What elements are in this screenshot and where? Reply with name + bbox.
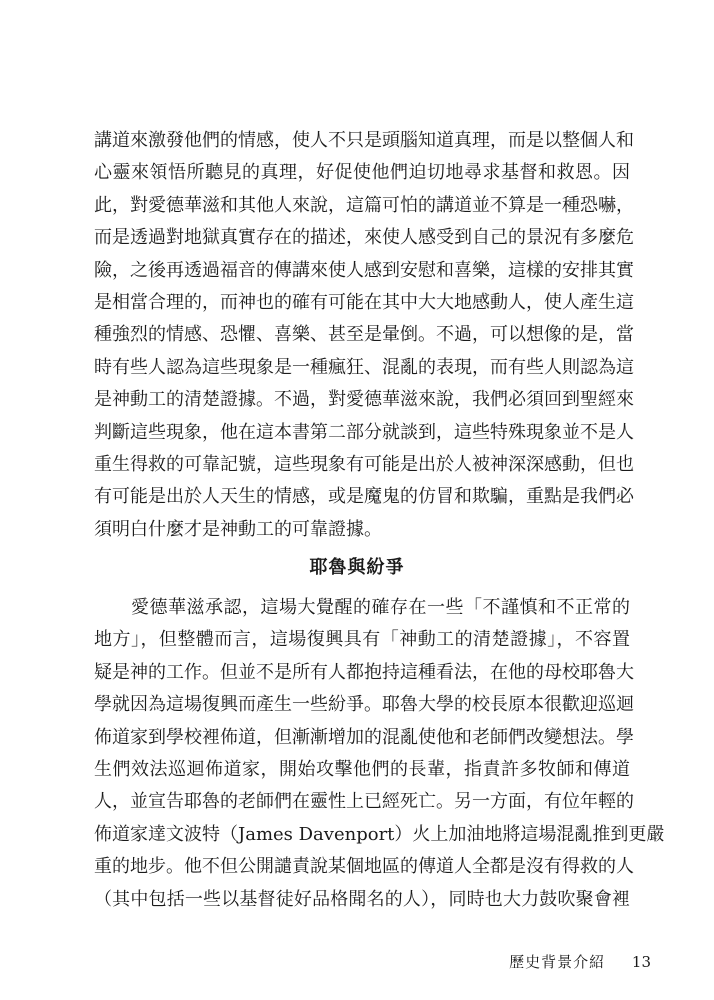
text-line: 疑是神的工作。但並不是所有人都抱持這種看法，在他的母校耶魯大 <box>94 661 634 683</box>
text-line: 險，之後再透過福音的傳講來使人感到安慰和喜樂，這樣的安排其實 <box>94 259 634 281</box>
section-heading: 耶魯與紛爭 <box>309 557 405 578</box>
text-line: 佈道家到學校裡佈道，但漸漸增加的混亂使他和老師們改變想法。學 <box>94 726 634 748</box>
text-line: 人，並宣告耶魯的老師們在靈性上已經死亡。另一方面，有位年輕的 <box>94 791 634 813</box>
text-line: 判斷這些現象，他在這本書第二部分就談到，這些特殊現象並不是人 <box>94 421 634 443</box>
text-line: 時有些人認為這些現象是一種瘋狂、混亂的表現，而有些人則認為這 <box>94 356 634 378</box>
text-line: 是神動工的清楚證據。不過，對愛德華滋來說，我們必須回到聖經來 <box>94 389 634 411</box>
text-line: 須明白什麼才是神動工的可靠證據。 <box>94 518 382 540</box>
text-line: （其中包括一些以基督徒好品格聞名的人），同時也大力鼓吹聚會裡 <box>94 888 630 910</box>
body-paragraph-2 <box>94 592 665 916</box>
text-line: 此，對愛德華滋和其他人來說，這篇可怕的講道並不算是一種恐嚇， <box>94 194 634 216</box>
text-line: 有可能是出於人天生的情感，或是魔鬼的仿冒和欺騙，重點是我們必 <box>94 486 634 508</box>
page-number: 13 <box>631 953 651 971</box>
text-line: 生們效法巡迴佈道家，開始攻擊他們的長輩，指責許多牧師和傳道 <box>94 758 630 780</box>
text-line: 愛德華滋承認，這場大覺醒的確存在一些「不謹慎和不正常的 <box>94 597 630 618</box>
text-line: 心靈來領悟所聽見的真理，好促使他們迫切地尋求基督和救恩。因 <box>94 162 630 184</box>
text-line: 講道來激發他們的情感，使人不只是頭腦知道真理，而是以整個人和 <box>94 130 634 151</box>
text-line: 地方」，但整體而言，這場復興具有「神動工的清楚證據」，不容置 <box>94 629 630 651</box>
text-line: 種強烈的情感、恐懼、喜樂、甚至是暈倒。不過，可以想像的是，當 <box>94 324 634 346</box>
text-line: 佈道家達文波特（James Davenport）火上加油地將這場混亂推到更嚴 <box>94 823 665 845</box>
text-line: 學就因為這場復興而產生一些紛爭。耶魯大學的校長原本很歡迎巡迴 <box>94 694 634 716</box>
text-line: 是相當合理的，而神也的確有可能在其中大大地感動人，使人產生這 <box>94 291 634 313</box>
page-footer <box>509 952 651 972</box>
text-line: 重的地步。他不但公開譴責說某個地區的傳道人全都是沒有得救的人 <box>94 856 634 878</box>
body-paragraph-1 <box>94 125 634 546</box>
text-line: 而是透過對地獄真實存在的描述，來使人感受到自己的景況有多麼危 <box>94 227 634 249</box>
running-chapter-title: 歷史背景介紹 <box>509 953 606 971</box>
text-line: 重生得救的可靠記號，這些現象有可能是出於人被神深深感動，但也 <box>94 453 634 475</box>
